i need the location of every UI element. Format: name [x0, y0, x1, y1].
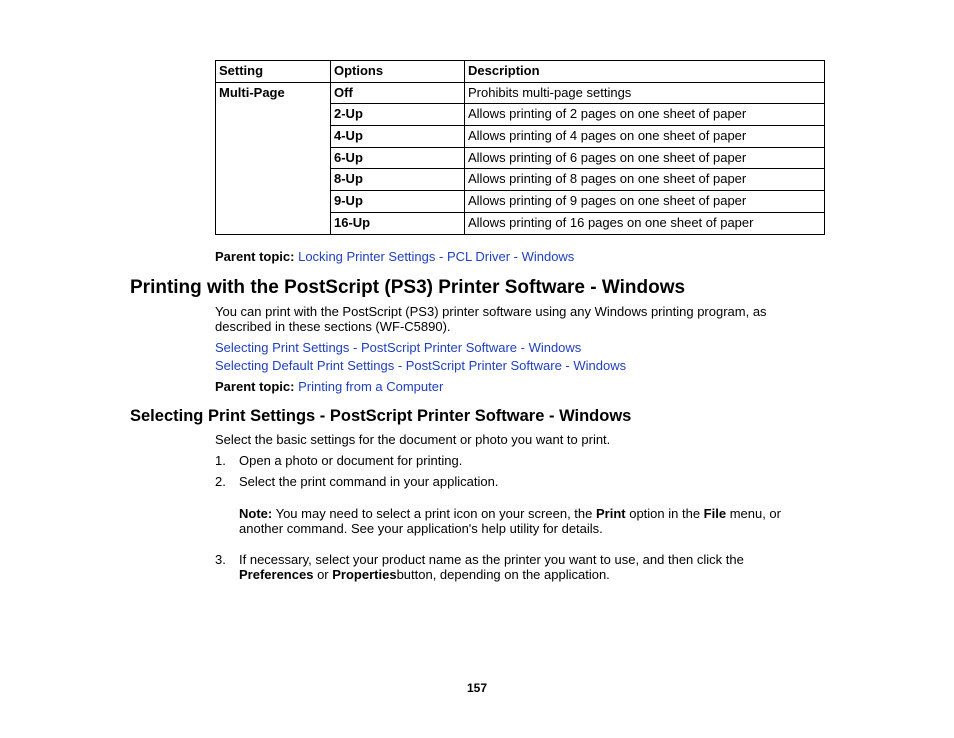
note-line2: another command. See your application's help utility for details.: [239, 521, 603, 536]
step-text: If necessary, select your product name as the printer you want to use, and then click the: [239, 552, 744, 567]
option-cell: 16-Up: [331, 212, 465, 234]
table-row: [216, 82, 825, 104]
header-setting: Setting: [216, 61, 331, 83]
note-text: You may need to select a print icon on your screen, the: [272, 506, 596, 521]
description-cell: Allows printing of 2 pages on one sheet of paper: [465, 104, 825, 126]
step3-line2: [239, 567, 610, 582]
parent-topic-link[interactable]: Printing from a Computer: [298, 379, 444, 394]
parent-topic-label: Parent topic:: [215, 249, 295, 264]
step-number: 2.: [215, 474, 226, 489]
description-cell: Allows printing of 9 pages on one sheet of paper: [465, 191, 825, 213]
note-text: option in the: [625, 506, 704, 521]
step-text: Select the print command in your application.: [239, 474, 499, 489]
parent-topic-label: Parent topic:: [215, 379, 295, 394]
description-cell: Allows printing of 6 pages on one sheet of paper: [465, 147, 825, 169]
section-heading-postscript: Printing with the PostScript (PS3) Printer Software - Windows: [130, 277, 686, 298]
subsection-heading: Selecting Print Settings - PostScript Printer Software - Windows: [130, 407, 632, 425]
description-cell: Allows printing of 8 pages on one sheet of paper: [465, 169, 825, 191]
multi-page-settings-table: [215, 60, 825, 235]
section1-intro-line2: described in these sections (WF-C5890).: [215, 319, 451, 334]
parent-topic-1: [215, 249, 574, 264]
description-cell: Prohibits multi-page settings: [465, 82, 825, 104]
page-number: 157: [466, 681, 488, 695]
note-label: Note:: [239, 506, 273, 521]
option-cell: 8-Up: [331, 169, 465, 191]
description-cell: Allows printing of 16 pages on one sheet of paper: [465, 212, 825, 234]
option-cell: 6-Up: [331, 147, 465, 169]
header-options: Options: [331, 61, 465, 83]
step-text: button, depending on the application.: [396, 567, 610, 582]
parent-topic-2: [215, 379, 443, 394]
step-text: Open a photo or document for printing.: [239, 453, 463, 468]
bold-preferences: Preferences: [239, 567, 314, 582]
note-line1: [239, 506, 781, 521]
table-header-row: [216, 61, 825, 83]
option-cell: 4-Up: [331, 126, 465, 148]
setting-cell: Multi-Page: [216, 82, 331, 234]
parent-topic-link[interactable]: Locking Printer Settings - PCL Driver - Windows: [298, 249, 575, 264]
section2-intro: Select the basic settings for the document or photo you want to print.: [215, 432, 611, 447]
note-bold-file: File: [703, 506, 727, 521]
link-selecting-default-print-settings[interactable]: Selecting Default Print Settings - PostScript Printer Software - Windows: [215, 358, 627, 373]
link-selecting-print-settings[interactable]: Selecting Print Settings - PostScript Printer Software - Windows: [215, 340, 582, 355]
step-text: or: [313, 567, 333, 582]
header-description: Description: [465, 61, 825, 83]
description-cell: Allows printing of 4 pages on one sheet of paper: [465, 126, 825, 148]
option-cell: 2-Up: [331, 104, 465, 126]
option-cell: 9-Up: [331, 191, 465, 213]
note-text: menu, or: [726, 506, 781, 521]
bold-properties: Properties: [332, 567, 397, 582]
section1-intro-line1: You can print with the PostScript (PS3) printer software using any Windows printing program, as: [215, 304, 767, 319]
step-number: 1.: [215, 453, 226, 468]
note-bold-print: Print: [595, 506, 626, 521]
option-cell: Off: [331, 82, 465, 104]
step-number: 3.: [215, 552, 226, 567]
